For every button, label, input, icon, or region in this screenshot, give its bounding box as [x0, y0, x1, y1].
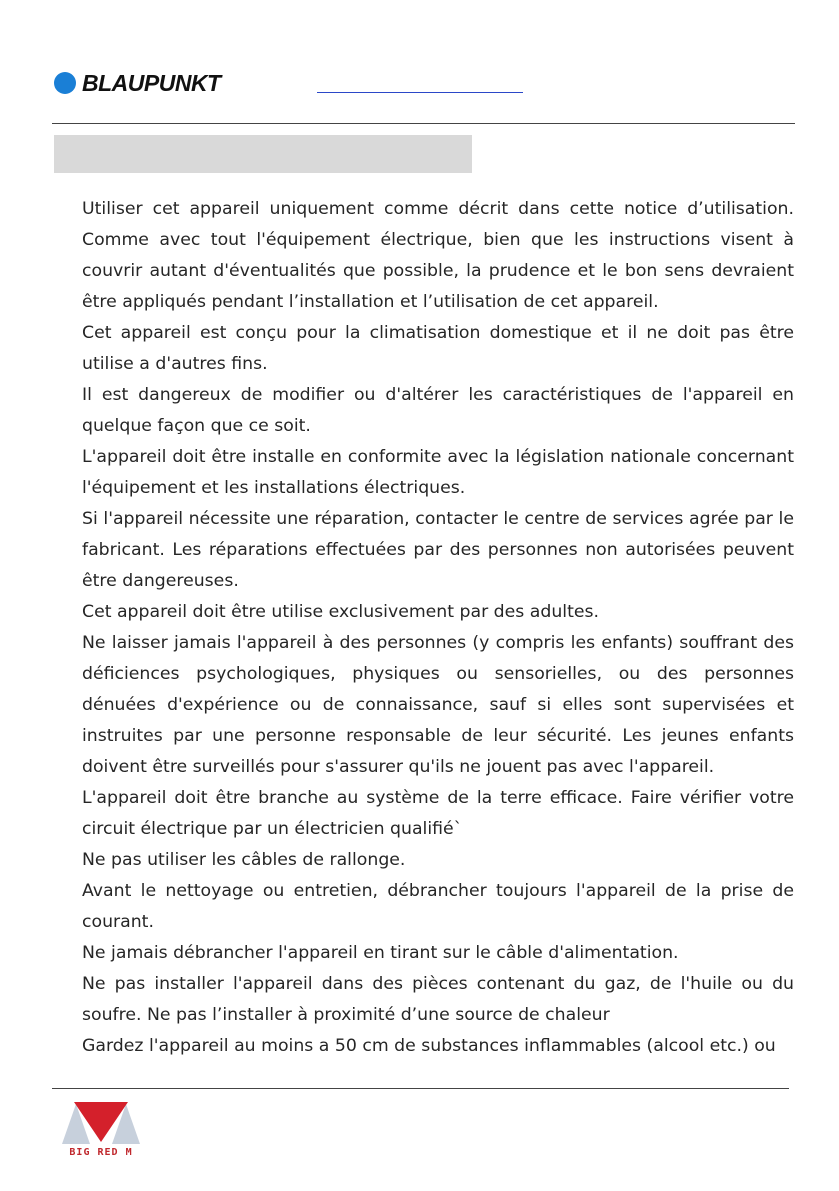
header-link-underline [317, 92, 523, 93]
paragraph: Ne jamais débrancher l'appareil en tirant sur le câble d'alimentation. [82, 943, 679, 963]
footer-divider [52, 1088, 789, 1089]
section-heading-bar [54, 135, 472, 173]
brand-dot-icon [54, 72, 76, 94]
footer-logo-text: BIG RED M [69, 1147, 133, 1158]
brand-logo [54, 70, 221, 96]
paragraph: Ne laisser jamais l'appareil à des personnes (y compris les enfants) souffrant des déficiences psychologiques, physiques ou sensorielles, ou des personnes dénuées d'expérience ou de connaissance, sauf si elles sont supervisées et instruites par une personne responsable de leur sécurité. Les jeunes enfants doivent être surveillés pour s'assurer qu'ils ne jouent pas avec l'appareil. [82, 633, 794, 777]
paragraph: L'appareil doit être installe en conformite avec la législation nationale concernant l'équipement et les installations électriques. [82, 447, 794, 498]
safety-instructions [82, 194, 794, 1062]
paragraph: Avant le nettoyage ou entretien, débrancher toujours l'appareil de la prise de courant. [82, 881, 794, 932]
paragraph: L'appareil doit être branche au système de la terre efficace. Faire vérifier votre circuit électrique par un électricien qualifié` [82, 788, 794, 839]
paragraph: Cet appareil doit être utilise exclusivement par des adultes. [82, 602, 600, 622]
header-divider [52, 123, 795, 124]
paragraph: Utiliser cet appareil uniquement comme décrit dans cette notice d’utilisation. Comme avec tout l'équipement électrique, bien que les instructions visent à couvrir autant d'éventualités que possible, la prudence et le bon sens devraient être appliqués pendant l’installation et l’utilisation de cet appareil. [82, 199, 794, 312]
paragraph: Si l'appareil nécessite une réparation, contacter le centre de services agrée par le fabricant. Les réparations effectuées par des personnes non autorisées peuvent être dangereuses. [82, 509, 794, 591]
paragraph: Ne pas installer l'appareil dans des pièces contenant du gaz, de l'huile ou du soufre. Ne pas l’installer à proximité d’une source de chaleur [82, 974, 794, 1025]
paragraph: Gardez l'appareil au moins a 50 cm de substances inflammables (alcool etc.) ou [82, 1036, 776, 1056]
paragraph: Il est dangereux de modifier ou d'altérer les caractéristiques de l'appareil en quelque façon que ce soit. [82, 385, 794, 436]
paragraph: Ne pas utiliser les câbles de rallonge. [82, 850, 406, 870]
paragraph: Cet appareil est conçu pour la climatisation domestique et il ne doit pas être utilise a d'autres fins. [82, 323, 794, 374]
brand-name: BLAUPUNKT [82, 69, 221, 96]
